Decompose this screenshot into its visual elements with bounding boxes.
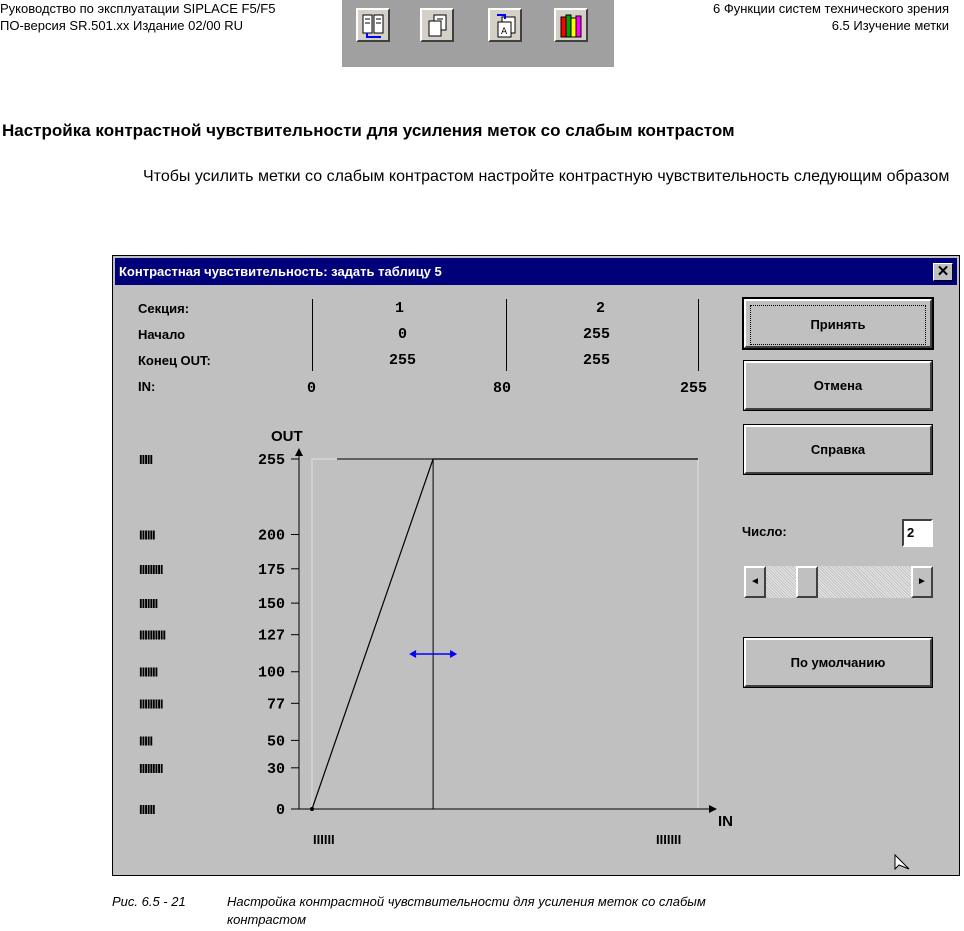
y-bars-label: IIIIIIIII — [139, 696, 163, 712]
close-icon: ✕ — [936, 263, 950, 280]
arrow-left-icon: ◄ — [750, 576, 760, 587]
plot-area — [312, 459, 698, 809]
scroll-right-button[interactable] — [911, 566, 933, 598]
in-label: IN: — [138, 379, 156, 394]
section-scrollbar[interactable] — [744, 566, 933, 598]
dialog-title: Контрастная чувствительность: задать таблицу 5 — [119, 264, 442, 279]
column-divider — [698, 299, 699, 371]
scroll-left-button[interactable] — [744, 566, 766, 598]
y-bars-label: IIIIIII — [139, 596, 158, 612]
resize-cursor-icon — [893, 853, 913, 873]
scroll-thumb[interactable] — [796, 566, 818, 598]
y-bars-label: IIIII — [139, 452, 153, 467]
y-tick-label: 77 — [266, 696, 285, 714]
y-tick-label: 127 — [257, 627, 285, 645]
section-2-number: 2 — [596, 300, 606, 317]
column-divider — [506, 299, 507, 371]
section-label: Секция: — [138, 301, 190, 316]
figure-title-line2: контрастом — [227, 912, 306, 927]
figure-number: Рис. 6.5 - 21 — [112, 894, 186, 909]
figure-caption — [112, 893, 706, 929]
y-tick-label: 175 — [257, 561, 285, 579]
y-tick-label: 50 — [266, 733, 285, 751]
navigation-toolbar — [342, 0, 614, 67]
default-values-button[interactable] — [744, 638, 932, 687]
in-value-start: 0 — [307, 380, 317, 397]
back-to-page-icon — [493, 13, 519, 39]
number-label: Число: — [742, 524, 787, 539]
dialog-titlebar — [115, 258, 957, 285]
header-manual-title: Руководство по эксплуатации SIPLACE F5/F5 — [0, 1, 276, 16]
header-chapter: 6 Функции систем технического зрения — [713, 1, 949, 16]
data-point — [310, 807, 314, 811]
page-button[interactable] — [420, 8, 454, 42]
y-tick-label: 200 — [257, 527, 285, 545]
column-divider — [312, 299, 313, 371]
y-tick-label: 100 — [257, 664, 285, 682]
x-left-bars: IIIIII — [313, 832, 335, 847]
cancel-button[interactable] — [744, 361, 932, 410]
library-books-icon — [559, 13, 585, 39]
in-value-split: 80 — [493, 380, 512, 397]
drag-arrow-right-icon — [450, 650, 457, 658]
section-title: Настройка контрастной чувствительности для усиления меток со слабым контрастом — [2, 121, 735, 140]
close-button[interactable] — [933, 263, 953, 281]
y-axis-label: OUT — [271, 428, 303, 445]
x-right-bars: IIIIIII — [656, 832, 682, 847]
curve-line — [312, 459, 698, 809]
drag-arrow-left-icon — [409, 650, 416, 658]
header-section: 6.5 Изучение метки — [831, 18, 949, 33]
x-axis-arrow — [709, 805, 717, 813]
arrow-right-icon: ► — [917, 576, 927, 587]
back-to-page-button[interactable] — [488, 8, 522, 42]
x-axis-label: IN — [718, 813, 733, 830]
figure-title-line1: Настройка контрастной чувствительности для усиления меток со слабым — [227, 894, 706, 909]
y-bars-label: IIIIIIIII — [139, 760, 163, 776]
accept-button-label: Принять — [750, 305, 926, 345]
default-values-button-label: По умолчанию — [790, 655, 886, 670]
page-icon — [425, 13, 451, 39]
accept-button[interactable] — [744, 299, 932, 348]
start-label: Начало — [138, 327, 186, 342]
number-field[interactable]: 2 — [902, 519, 933, 547]
header-software-version: ПО-версия SR.501.xx Издание 02/00 RU — [0, 18, 244, 33]
library-button[interactable] — [554, 8, 588, 42]
contrast-curve-chart — [113, 416, 733, 856]
y-tick-label: 150 — [257, 596, 285, 614]
y-tick-label: 255 — [257, 452, 285, 469]
table-of-contents-button[interactable] — [356, 8, 390, 42]
section-1-start: 0 — [398, 326, 408, 343]
section-1-end: 255 — [389, 352, 417, 369]
end-out-label: Конец OUT: — [138, 353, 211, 368]
y-tick-label: 30 — [266, 760, 285, 778]
section-1-number: 1 — [395, 300, 405, 317]
table-of-contents-icon — [361, 13, 387, 39]
cancel-button-label: Отмена — [813, 378, 863, 393]
section-2-start: 255 — [583, 326, 611, 343]
help-button[interactable] — [744, 425, 932, 474]
y-bars-label: IIIIIIIIII — [139, 627, 166, 643]
y-axis-arrow — [295, 448, 303, 456]
y-bars-label: IIIII — [139, 733, 153, 749]
section-2-end: 255 — [583, 352, 611, 369]
y-bars-label: IIIIIIIII — [139, 561, 163, 577]
in-value-end: 255 — [680, 380, 708, 397]
help-button-label: Справка — [810, 442, 866, 457]
svg-text:A: A — [501, 27, 508, 37]
y-bars-label: IIIIII — [139, 802, 155, 817]
intro-text: Чтобы усилить метки со слабым контрастом настройте контрастную чувствительность следующим образом — [143, 168, 950, 185]
contrast-sensitivity-dialog — [112, 255, 960, 876]
y-tick-label: 0 — [275, 802, 285, 819]
y-bars-label: IIIIIII — [139, 664, 158, 680]
y-bars-label: IIIIII — [139, 527, 155, 543]
